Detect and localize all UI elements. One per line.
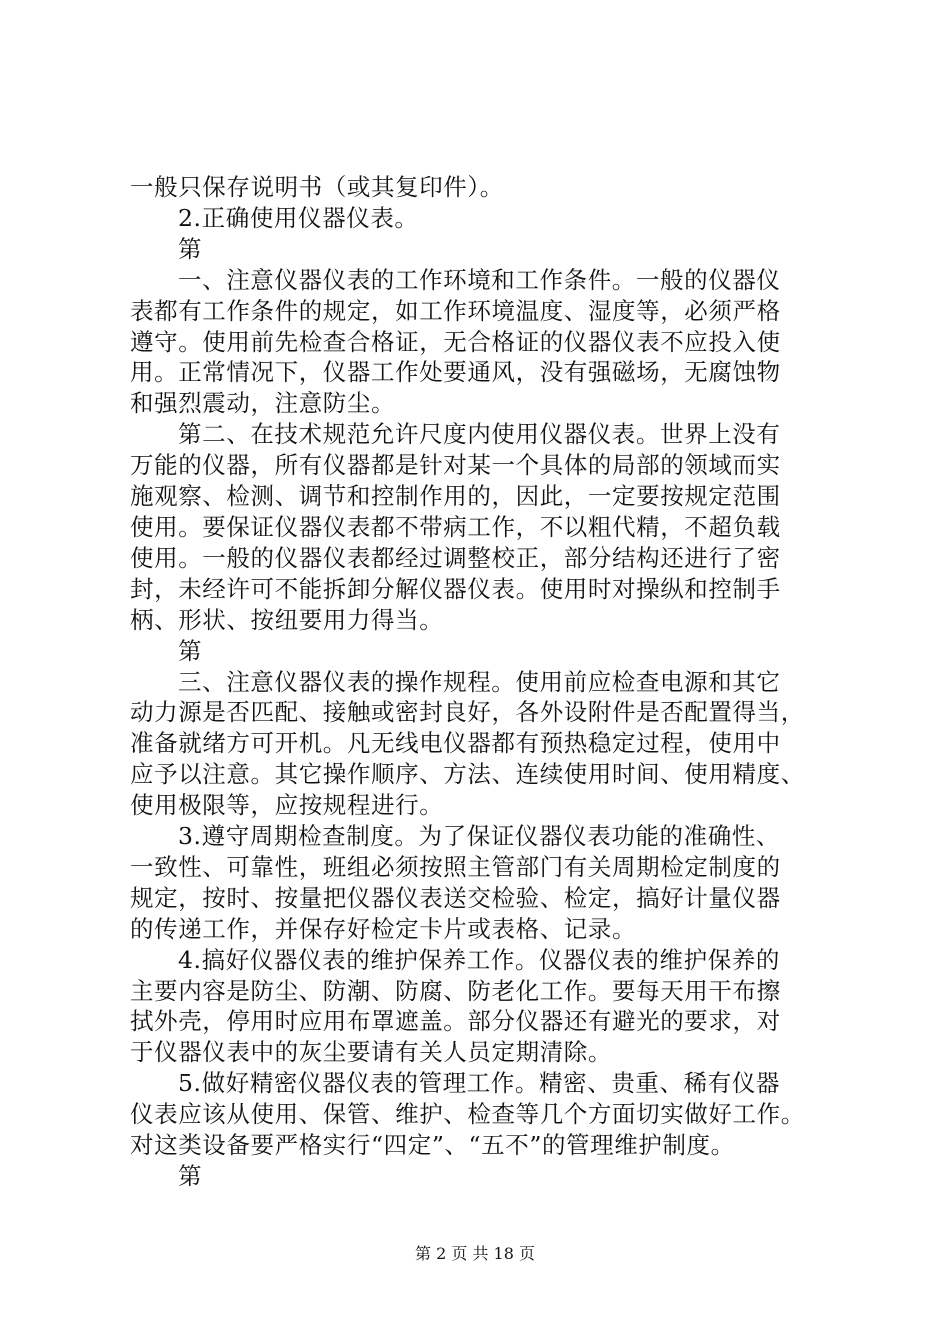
text-line: 拭外壳，停用时应用布罩遮盖。部分仪器还有避光的要求，对 (130, 1007, 781, 1036)
text-line: 5.做好精密仪器仪表的管理工作。精密、贵重、稀有仪器 (178, 1069, 781, 1098)
text-line: 于仪器仪表中的灰尘要请有关人员定期清除。 (130, 1038, 612, 1067)
text-line: 一般只保存说明书（或其复印件）。 (130, 173, 504, 201)
text-line: 第 (178, 1162, 203, 1190)
text-line: 三、注意仪器仪表的操作规程。使用前应检查电源和其它 (178, 667, 781, 696)
text-line: 用。正常情况下，仪器工作处要通风，没有强磁场，无腐蚀物 (130, 358, 781, 387)
text-line: 主要内容是防尘、防潮、防腐、防老化工作。要每天用干布擦 (130, 976, 781, 1005)
text-line: 使用。要保证仪器仪表都不带病工作，不以粗代精，不超负载 (130, 512, 781, 541)
document-body (130, 172, 840, 1192)
text-line: 4.搞好仪器仪表的维护保养工作。仪器仪表的维护保养的 (178, 945, 781, 974)
text-line: 封，未经许可不能拆卸分解仪器仪表。使用时对操纵和控制手 (130, 574, 781, 603)
text-line: 仪表应该从使用、保管、维护、检查等几个方面切实做好工作。 (130, 1100, 805, 1129)
page-footer: 第 2 页 共 18 页 (415, 1244, 535, 1263)
text-line: 表都有工作条件的规定，如工作环境温度、湿度等，必须严格 (130, 296, 781, 325)
text-line: 3.遵守周期检查制度。为了保证仪器仪表功能的准确性、 (178, 822, 781, 851)
text-line: 遵守。使用前先检查合格证，无合格证的仪器仪表不应投入使 (130, 327, 781, 356)
text-line: 第 (178, 636, 203, 665)
text-line: 2.正确使用仪器仪表。 (178, 203, 419, 232)
text-line: 和强烈震动，注意防尘。 (130, 389, 396, 418)
text-line: 应予以注意。其它操作顺序、方法、连续使用时间、使用精度、 (130, 760, 805, 789)
text-line: 一致性、可靠性，班组必须按照主管部门有关周期检定制度的 (130, 852, 781, 881)
text-line: 对这类设备要严格实行“四定”、“五不”的管理维护制度。 (130, 1131, 735, 1160)
text-line: 的传递工作，并保存好检定卡片或表格、记录。 (130, 914, 637, 943)
text-line: 动力源是否匹配、接触或密封良好，各外设附件是否配置得当， (130, 698, 805, 727)
text-line: 使用极限等，应按规程进行。 (130, 791, 444, 820)
text-line: 一、注意仪器仪表的工作环境和工作条件。一般的仪器仪 (178, 265, 781, 294)
text-line: 使用。一般的仪器仪表都经过调整校正，部分结构还进行了密 (130, 543, 781, 572)
text-line: 规定，按时、按量把仪器仪表送交检验、检定，搞好计量仪器 (130, 883, 781, 912)
text-line: 准备就绪方可开机。凡无线电仪器都有预热稳定过程，使用中 (130, 729, 781, 758)
text-line: 万能的仪器，所有仪器都是针对某一个具体的局部的领域而实 (130, 451, 781, 480)
text-line: 第 (178, 234, 203, 263)
text-line: 柄、形状、按纽要用力得当。 (130, 605, 444, 634)
text-line: 施观察、检测、调节和控制作用的，因此，一定要按规定范围 (130, 482, 781, 511)
text-line: 第二、在技术规范允许尺度内使用仪器仪表。世界上没有 (178, 420, 781, 449)
